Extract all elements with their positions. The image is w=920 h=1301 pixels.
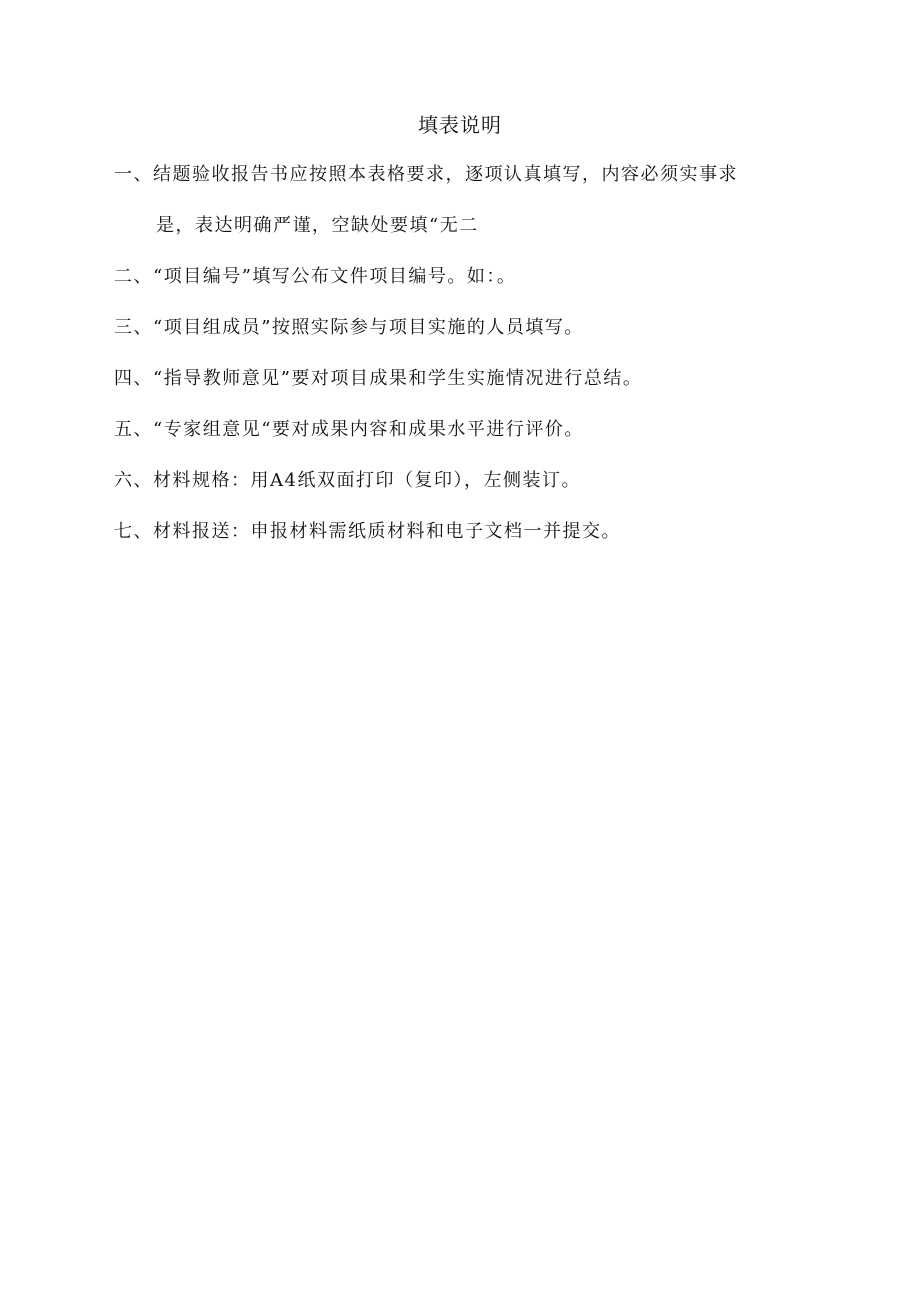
instruction-item-4: 四、“指导教师意见”要对项目成果和学生实施情况进行总结。 [114, 368, 643, 389]
instruction-list [114, 160, 814, 547]
instruction-item-5: 五、“专家组意见“要对成果内容和成果水平进行评价。 [114, 419, 584, 440]
instruction-item-7: 七、材料报送：申报材料需纸质材料和电子文档一并提交。 [114, 521, 621, 542]
instruction-item-2: 二、“项目编号”填写公布文件项目编号。如：。 [114, 266, 517, 287]
instruction-item-6: 六、材料规格：用A4纸双面打印（复印），左侧装订。 [114, 470, 581, 491]
instruction-item-1: 一、结题验收报告书应按照本表格要求，逐项认真填写，内容必须实事求 [114, 164, 738, 185]
page-title: 填表说明 [418, 113, 502, 137]
instruction-item-1-continuation: 是，表达明确严谨，空缺处要填“无二 [156, 215, 479, 236]
instruction-item-3: 三、“项目组成员”按照实际参与项目实施的人员填写。 [114, 317, 584, 338]
